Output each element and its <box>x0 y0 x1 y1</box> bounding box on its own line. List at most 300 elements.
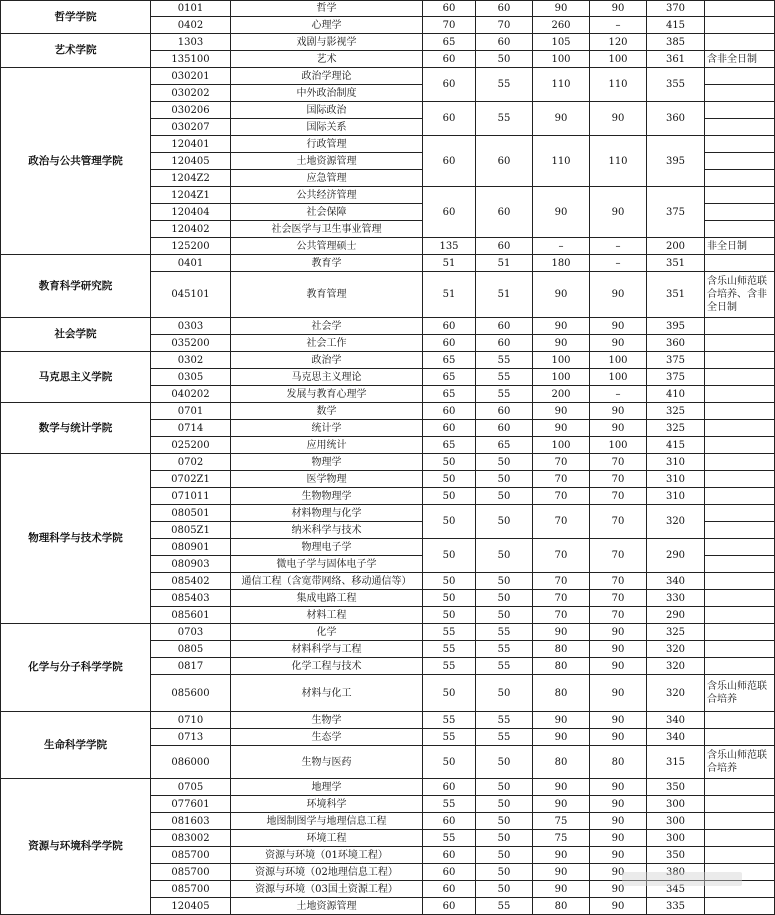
major-code-cell: 0805 <box>151 641 231 658</box>
note-cell <box>705 68 775 85</box>
major-code-cell: 035200 <box>151 335 231 352</box>
major-code-cell: 025200 <box>151 437 231 454</box>
table-row <box>1 352 775 369</box>
subject2-score-cell: 70 <box>590 590 647 607</box>
note-cell <box>705 204 775 221</box>
major-name-cell: 物理电子学 <box>231 539 423 556</box>
politics-score-cell: 60 <box>423 864 476 881</box>
language-score-cell: 50 <box>476 864 533 881</box>
language-score-cell: 55 <box>476 641 533 658</box>
subject1-score-cell: 90 <box>533 318 590 335</box>
subject2-score-cell: 110 <box>590 136 647 187</box>
subject1-score-cell: 260 <box>533 17 590 34</box>
total-score-cell: 375 <box>647 352 705 369</box>
language-score-cell: 50 <box>476 488 533 505</box>
major-name-cell: 戏剧与影视学 <box>231 34 423 51</box>
college-name-cell: 资源与环境科学学院 <box>1 779 151 915</box>
note-cell <box>705 420 775 437</box>
politics-score-cell: 70 <box>423 17 476 34</box>
major-code-cell: 086000 <box>151 746 231 779</box>
language-score-cell: 70 <box>476 17 533 34</box>
major-name-cell: 地理学 <box>231 779 423 796</box>
major-code-cell: 0402 <box>151 17 231 34</box>
total-score-cell: 351 <box>647 272 705 318</box>
language-score-cell: 65 <box>476 437 533 454</box>
politics-score-cell: 65 <box>423 386 476 403</box>
subject2-score-cell: 100 <box>590 437 647 454</box>
note-cell <box>705 641 775 658</box>
major-name-cell: 土地资源管理 <box>231 898 423 915</box>
language-score-cell: 50 <box>476 847 533 864</box>
subject1-score-cell: 75 <box>533 813 590 830</box>
total-score-cell: 320 <box>647 505 705 539</box>
subject1-score-cell: 110 <box>533 136 590 187</box>
major-name-cell: 哲学 <box>231 1 423 17</box>
subject1-score-cell: 70 <box>533 488 590 505</box>
major-name-cell: 行政管理 <box>231 136 423 153</box>
subject2-score-cell: 70 <box>590 505 647 539</box>
major-code-cell: 0302 <box>151 352 231 369</box>
subject1-score-cell: 80 <box>533 658 590 675</box>
major-name-cell: 公共经济管理 <box>231 187 423 204</box>
subject2-score-cell: 90 <box>590 403 647 420</box>
subject1-score-cell: 90 <box>533 272 590 318</box>
subject1-score-cell: 70 <box>533 590 590 607</box>
subject2-score-cell: 90 <box>590 420 647 437</box>
politics-score-cell: 50 <box>423 488 476 505</box>
college-name-cell: 数学与统计学院 <box>1 403 151 454</box>
subject2-score-cell: 90 <box>590 712 647 729</box>
subject2-score-cell: 90 <box>590 335 647 352</box>
language-score-cell: 60 <box>476 1 533 17</box>
major-code-cell: 030202 <box>151 85 231 102</box>
total-score-cell: 355 <box>647 68 705 102</box>
total-score-cell: 310 <box>647 471 705 488</box>
language-score-cell: 60 <box>476 187 533 238</box>
major-code-cell: 0710 <box>151 712 231 729</box>
subject2-score-cell: – <box>590 238 647 255</box>
major-name-cell: 通信工程（含宽带网络、移动通信等） <box>231 573 423 590</box>
politics-score-cell: 65 <box>423 352 476 369</box>
language-score-cell: 50 <box>476 607 533 624</box>
total-score-cell: 350 <box>647 779 705 796</box>
subject2-score-cell: 100 <box>590 352 647 369</box>
subject2-score-cell: 70 <box>590 607 647 624</box>
note-cell <box>705 1 775 17</box>
politics-score-cell: 60 <box>423 881 476 898</box>
total-score-cell: 300 <box>647 813 705 830</box>
table-row <box>1 624 775 641</box>
college-name-cell: 生命科学学院 <box>1 712 151 779</box>
total-score-cell: 325 <box>647 403 705 420</box>
major-name-cell: 国际政治 <box>231 102 423 119</box>
language-score-cell: 50 <box>476 505 533 539</box>
subject1-score-cell: 90 <box>533 712 590 729</box>
major-name-cell: 政治学理论 <box>231 68 423 85</box>
total-score-cell: 325 <box>647 624 705 641</box>
major-name-cell: 应用统计 <box>231 437 423 454</box>
major-code-cell: 0101 <box>151 1 231 17</box>
note-cell <box>705 403 775 420</box>
politics-score-cell: 60 <box>423 420 476 437</box>
total-score-cell: 320 <box>647 675 705 712</box>
politics-score-cell: 60 <box>423 1 476 17</box>
subject1-score-cell: 70 <box>533 454 590 471</box>
total-score-cell: 360 <box>647 335 705 352</box>
major-name-cell: 社会医学与卫生事业管理 <box>231 221 423 238</box>
major-code-cell: 080501 <box>151 505 231 522</box>
total-score-cell: 395 <box>647 318 705 335</box>
total-score-cell: 415 <box>647 437 705 454</box>
total-score-cell: 320 <box>647 658 705 675</box>
politics-score-cell: 65 <box>423 369 476 386</box>
subject2-score-cell: 90 <box>590 898 647 915</box>
note-cell <box>705 437 775 454</box>
note-cell <box>705 221 775 238</box>
subject1-score-cell: 90 <box>533 779 590 796</box>
note-cell <box>705 847 775 864</box>
note-cell <box>705 318 775 335</box>
subject2-score-cell: 70 <box>590 539 647 573</box>
major-name-cell: 艺术 <box>231 51 423 68</box>
major-name-cell: 社会保障 <box>231 204 423 221</box>
note-cell <box>705 539 775 556</box>
subject1-score-cell: 90 <box>533 187 590 238</box>
table-row <box>1 1 775 17</box>
language-score-cell: 50 <box>476 796 533 813</box>
politics-score-cell: 55 <box>423 658 476 675</box>
language-score-cell: 50 <box>476 746 533 779</box>
note-cell <box>705 335 775 352</box>
subject1-score-cell: 70 <box>533 573 590 590</box>
subject1-score-cell: 70 <box>533 471 590 488</box>
politics-score-cell: 60 <box>423 898 476 915</box>
total-score-cell: 350 <box>647 847 705 864</box>
subject1-score-cell: 90 <box>533 864 590 881</box>
subject1-score-cell: 90 <box>533 729 590 746</box>
major-code-cell: 083002 <box>151 830 231 847</box>
total-score-cell: 340 <box>647 729 705 746</box>
language-score-cell: 55 <box>476 729 533 746</box>
note-cell <box>705 573 775 590</box>
total-score-cell: 325 <box>647 420 705 437</box>
politics-score-cell: 55 <box>423 624 476 641</box>
total-score-cell: 320 <box>647 641 705 658</box>
major-code-cell: 120404 <box>151 204 231 221</box>
major-name-cell: 材料物理与化学 <box>231 505 423 522</box>
total-score-cell: 315 <box>647 746 705 779</box>
language-score-cell: 60 <box>476 318 533 335</box>
language-score-cell: 50 <box>476 471 533 488</box>
total-score-cell: 300 <box>647 796 705 813</box>
politics-score-cell: 60 <box>423 813 476 830</box>
language-score-cell: 50 <box>476 881 533 898</box>
note-cell <box>705 153 775 170</box>
subject2-score-cell: 90 <box>590 779 647 796</box>
subject1-score-cell: 80 <box>533 641 590 658</box>
major-name-cell: 化学 <box>231 624 423 641</box>
politics-score-cell: 60 <box>423 136 476 187</box>
major-code-cell: 0805Z1 <box>151 522 231 539</box>
major-code-cell: 120405 <box>151 153 231 170</box>
subject2-score-cell: 90 <box>590 796 647 813</box>
note-cell <box>705 505 775 522</box>
subject2-score-cell: 90 <box>590 847 647 864</box>
major-name-cell: 地图制图学与地理信息工程 <box>231 813 423 830</box>
language-score-cell: 50 <box>476 830 533 847</box>
language-score-cell: 60 <box>476 136 533 187</box>
language-score-cell: 55 <box>476 352 533 369</box>
total-score-cell: 200 <box>647 238 705 255</box>
note-cell <box>705 488 775 505</box>
politics-score-cell: 50 <box>423 675 476 712</box>
major-name-cell: 马克思主义理论 <box>231 369 423 386</box>
major-name-cell: 材料科学与工程 <box>231 641 423 658</box>
total-score-cell: 330 <box>647 590 705 607</box>
note-cell <box>705 779 775 796</box>
politics-score-cell: 60 <box>423 51 476 68</box>
subject1-score-cell: 80 <box>533 746 590 779</box>
college-name-cell: 艺术学院 <box>1 34 151 68</box>
subject2-score-cell: 90 <box>590 729 647 746</box>
table-row <box>1 255 775 272</box>
total-score-cell: 351 <box>647 255 705 272</box>
college-name-cell: 哲学学院 <box>1 1 151 34</box>
subject2-score-cell: 70 <box>590 573 647 590</box>
major-code-cell: 1204Z2 <box>151 170 231 187</box>
politics-score-cell: 60 <box>423 335 476 352</box>
total-score-cell: 340 <box>647 712 705 729</box>
note-cell <box>705 386 775 403</box>
subject2-score-cell: 90 <box>590 813 647 830</box>
politics-score-cell: 55 <box>423 641 476 658</box>
major-code-cell: 0401 <box>151 255 231 272</box>
major-name-cell: 材料工程 <box>231 607 423 624</box>
total-score-cell: 310 <box>647 488 705 505</box>
note-cell: 含乐山师范联合培养、含非全日制 <box>705 272 775 318</box>
table-row <box>1 68 775 85</box>
language-score-cell: 55 <box>476 712 533 729</box>
major-code-cell: 085700 <box>151 864 231 881</box>
politics-score-cell: 50 <box>423 471 476 488</box>
subject2-score-cell: 70 <box>590 471 647 488</box>
major-name-cell: 数学 <box>231 403 423 420</box>
table-row <box>1 318 775 335</box>
subject1-score-cell: 70 <box>533 505 590 539</box>
politics-score-cell: 50 <box>423 505 476 539</box>
major-name-cell: 物理学 <box>231 454 423 471</box>
language-score-cell: 55 <box>476 658 533 675</box>
total-score-cell: 375 <box>647 187 705 238</box>
total-score-cell: 290 <box>647 607 705 624</box>
major-code-cell: 0701 <box>151 403 231 420</box>
major-name-cell: 社会学 <box>231 318 423 335</box>
note-cell: 含非全日制 <box>705 51 775 68</box>
politics-score-cell: 55 <box>423 796 476 813</box>
note-cell <box>705 34 775 51</box>
politics-score-cell: 55 <box>423 729 476 746</box>
major-code-cell: 0817 <box>151 658 231 675</box>
language-score-cell: 51 <box>476 255 533 272</box>
major-code-cell: 077601 <box>151 796 231 813</box>
major-name-cell: 微电子学与固体电子学 <box>231 556 423 573</box>
major-name-cell: 国际关系 <box>231 119 423 136</box>
major-code-cell: 085600 <box>151 675 231 712</box>
major-code-cell: 0303 <box>151 318 231 335</box>
language-score-cell: 50 <box>476 813 533 830</box>
total-score-cell: 340 <box>647 573 705 590</box>
note-cell <box>705 119 775 136</box>
major-code-cell: 030207 <box>151 119 231 136</box>
politics-score-cell: 50 <box>423 454 476 471</box>
subject1-score-cell: 90 <box>533 847 590 864</box>
subject1-score-cell: – <box>533 238 590 255</box>
politics-score-cell: 50 <box>423 573 476 590</box>
subject2-score-cell: 90 <box>590 102 647 136</box>
subject2-score-cell: 120 <box>590 34 647 51</box>
major-name-cell: 生物物理学 <box>231 488 423 505</box>
subject2-score-cell: – <box>590 17 647 34</box>
subject2-score-cell: 90 <box>590 272 647 318</box>
politics-score-cell: 60 <box>423 779 476 796</box>
note-cell <box>705 590 775 607</box>
subject1-score-cell: 70 <box>533 539 590 573</box>
subject1-score-cell: 80 <box>533 675 590 712</box>
language-score-cell: 55 <box>476 68 533 102</box>
subject1-score-cell: 100 <box>533 437 590 454</box>
language-score-cell: 50 <box>476 779 533 796</box>
language-score-cell: 55 <box>476 898 533 915</box>
subject2-score-cell: 90 <box>590 830 647 847</box>
college-name-cell: 化学与分子科学学院 <box>1 624 151 712</box>
table-row <box>1 403 775 420</box>
subject1-score-cell: 90 <box>533 881 590 898</box>
note-cell <box>705 454 775 471</box>
major-name-cell: 生物与医药 <box>231 746 423 779</box>
subject2-score-cell: 90 <box>590 658 647 675</box>
college-name-cell: 社会学院 <box>1 318 151 352</box>
college-name-cell: 物理科学与技术学院 <box>1 454 151 624</box>
subject2-score-cell: 90 <box>590 881 647 898</box>
table-row <box>1 454 775 471</box>
major-name-cell: 集成电路工程 <box>231 590 423 607</box>
subject2-score-cell: 100 <box>590 51 647 68</box>
politics-score-cell: 50 <box>423 607 476 624</box>
major-name-cell: 材料与化工 <box>231 675 423 712</box>
language-score-cell: 55 <box>476 386 533 403</box>
major-code-cell: 120401 <box>151 136 231 153</box>
subject1-score-cell: 90 <box>533 1 590 17</box>
major-name-cell: 应急管理 <box>231 170 423 187</box>
major-code-cell: 030201 <box>151 68 231 85</box>
politics-score-cell: 55 <box>423 712 476 729</box>
subject1-score-cell: 180 <box>533 255 590 272</box>
note-cell <box>705 187 775 204</box>
major-code-cell: 0305 <box>151 369 231 386</box>
total-score-cell: 335 <box>647 898 705 915</box>
note-cell <box>705 796 775 813</box>
subject1-score-cell: 110 <box>533 68 590 102</box>
major-code-cell: 0702Z1 <box>151 471 231 488</box>
major-name-cell: 统计学 <box>231 420 423 437</box>
total-score-cell: 410 <box>647 386 705 403</box>
total-score-cell: 300 <box>647 830 705 847</box>
subject1-score-cell: 90 <box>533 624 590 641</box>
total-score-cell: 385 <box>647 34 705 51</box>
politics-score-cell: 60 <box>423 68 476 102</box>
subject1-score-cell: 90 <box>533 102 590 136</box>
note-cell <box>705 898 775 915</box>
major-name-cell: 医学物理 <box>231 471 423 488</box>
college-name-cell: 政治与公共管理学院 <box>1 68 151 255</box>
total-score-cell: 380 <box>647 864 705 881</box>
note-cell <box>705 85 775 102</box>
language-score-cell: 60 <box>476 403 533 420</box>
politics-score-cell: 50 <box>423 590 476 607</box>
major-code-cell: 0702 <box>151 454 231 471</box>
language-score-cell: 55 <box>476 624 533 641</box>
language-score-cell: 55 <box>476 369 533 386</box>
note-cell <box>705 522 775 539</box>
language-score-cell: 60 <box>476 420 533 437</box>
politics-score-cell: 55 <box>423 830 476 847</box>
major-code-cell: 1303 <box>151 34 231 51</box>
subject1-score-cell: 70 <box>533 607 590 624</box>
major-code-cell: 120402 <box>151 221 231 238</box>
total-score-cell: 415 <box>647 17 705 34</box>
major-code-cell: 085700 <box>151 881 231 898</box>
note-cell <box>705 102 775 119</box>
major-name-cell: 化学工程与技术 <box>231 658 423 675</box>
note-cell <box>705 556 775 573</box>
note-cell: 含乐山师范联合培养 <box>705 675 775 712</box>
subject2-score-cell: 90 <box>590 624 647 641</box>
major-name-cell: 纳米科学与技术 <box>231 522 423 539</box>
total-score-cell: 345 <box>647 881 705 898</box>
major-name-cell: 资源与环境（01环境工程） <box>231 847 423 864</box>
subject2-score-cell: 90 <box>590 675 647 712</box>
language-score-cell: 60 <box>476 34 533 51</box>
major-code-cell: 045101 <box>151 272 231 318</box>
major-code-cell: 080901 <box>151 539 231 556</box>
note-cell <box>705 658 775 675</box>
college-name-cell: 教育科学研究院 <box>1 255 151 318</box>
major-code-cell: 125200 <box>151 238 231 255</box>
language-score-cell: 50 <box>476 539 533 573</box>
total-score-cell: 310 <box>647 454 705 471</box>
note-cell <box>705 712 775 729</box>
subject1-score-cell: 90 <box>533 335 590 352</box>
major-code-cell: 135100 <box>151 51 231 68</box>
note-cell <box>705 352 775 369</box>
major-code-cell: 030206 <box>151 102 231 119</box>
subject1-score-cell: 90 <box>533 796 590 813</box>
language-score-cell: 50 <box>476 454 533 471</box>
politics-score-cell: 60 <box>423 847 476 864</box>
politics-score-cell: 60 <box>423 187 476 238</box>
subject1-score-cell: 90 <box>533 420 590 437</box>
subject1-score-cell: 100 <box>533 352 590 369</box>
major-code-cell: 085601 <box>151 607 231 624</box>
subject1-score-cell: 80 <box>533 898 590 915</box>
major-code-cell: 081603 <box>151 813 231 830</box>
politics-score-cell: 65 <box>423 437 476 454</box>
major-name-cell: 社会工作 <box>231 335 423 352</box>
major-name-cell: 环境工程 <box>231 830 423 847</box>
total-score-cell: 375 <box>647 369 705 386</box>
major-code-cell: 0703 <box>151 624 231 641</box>
total-score-cell: 395 <box>647 136 705 187</box>
